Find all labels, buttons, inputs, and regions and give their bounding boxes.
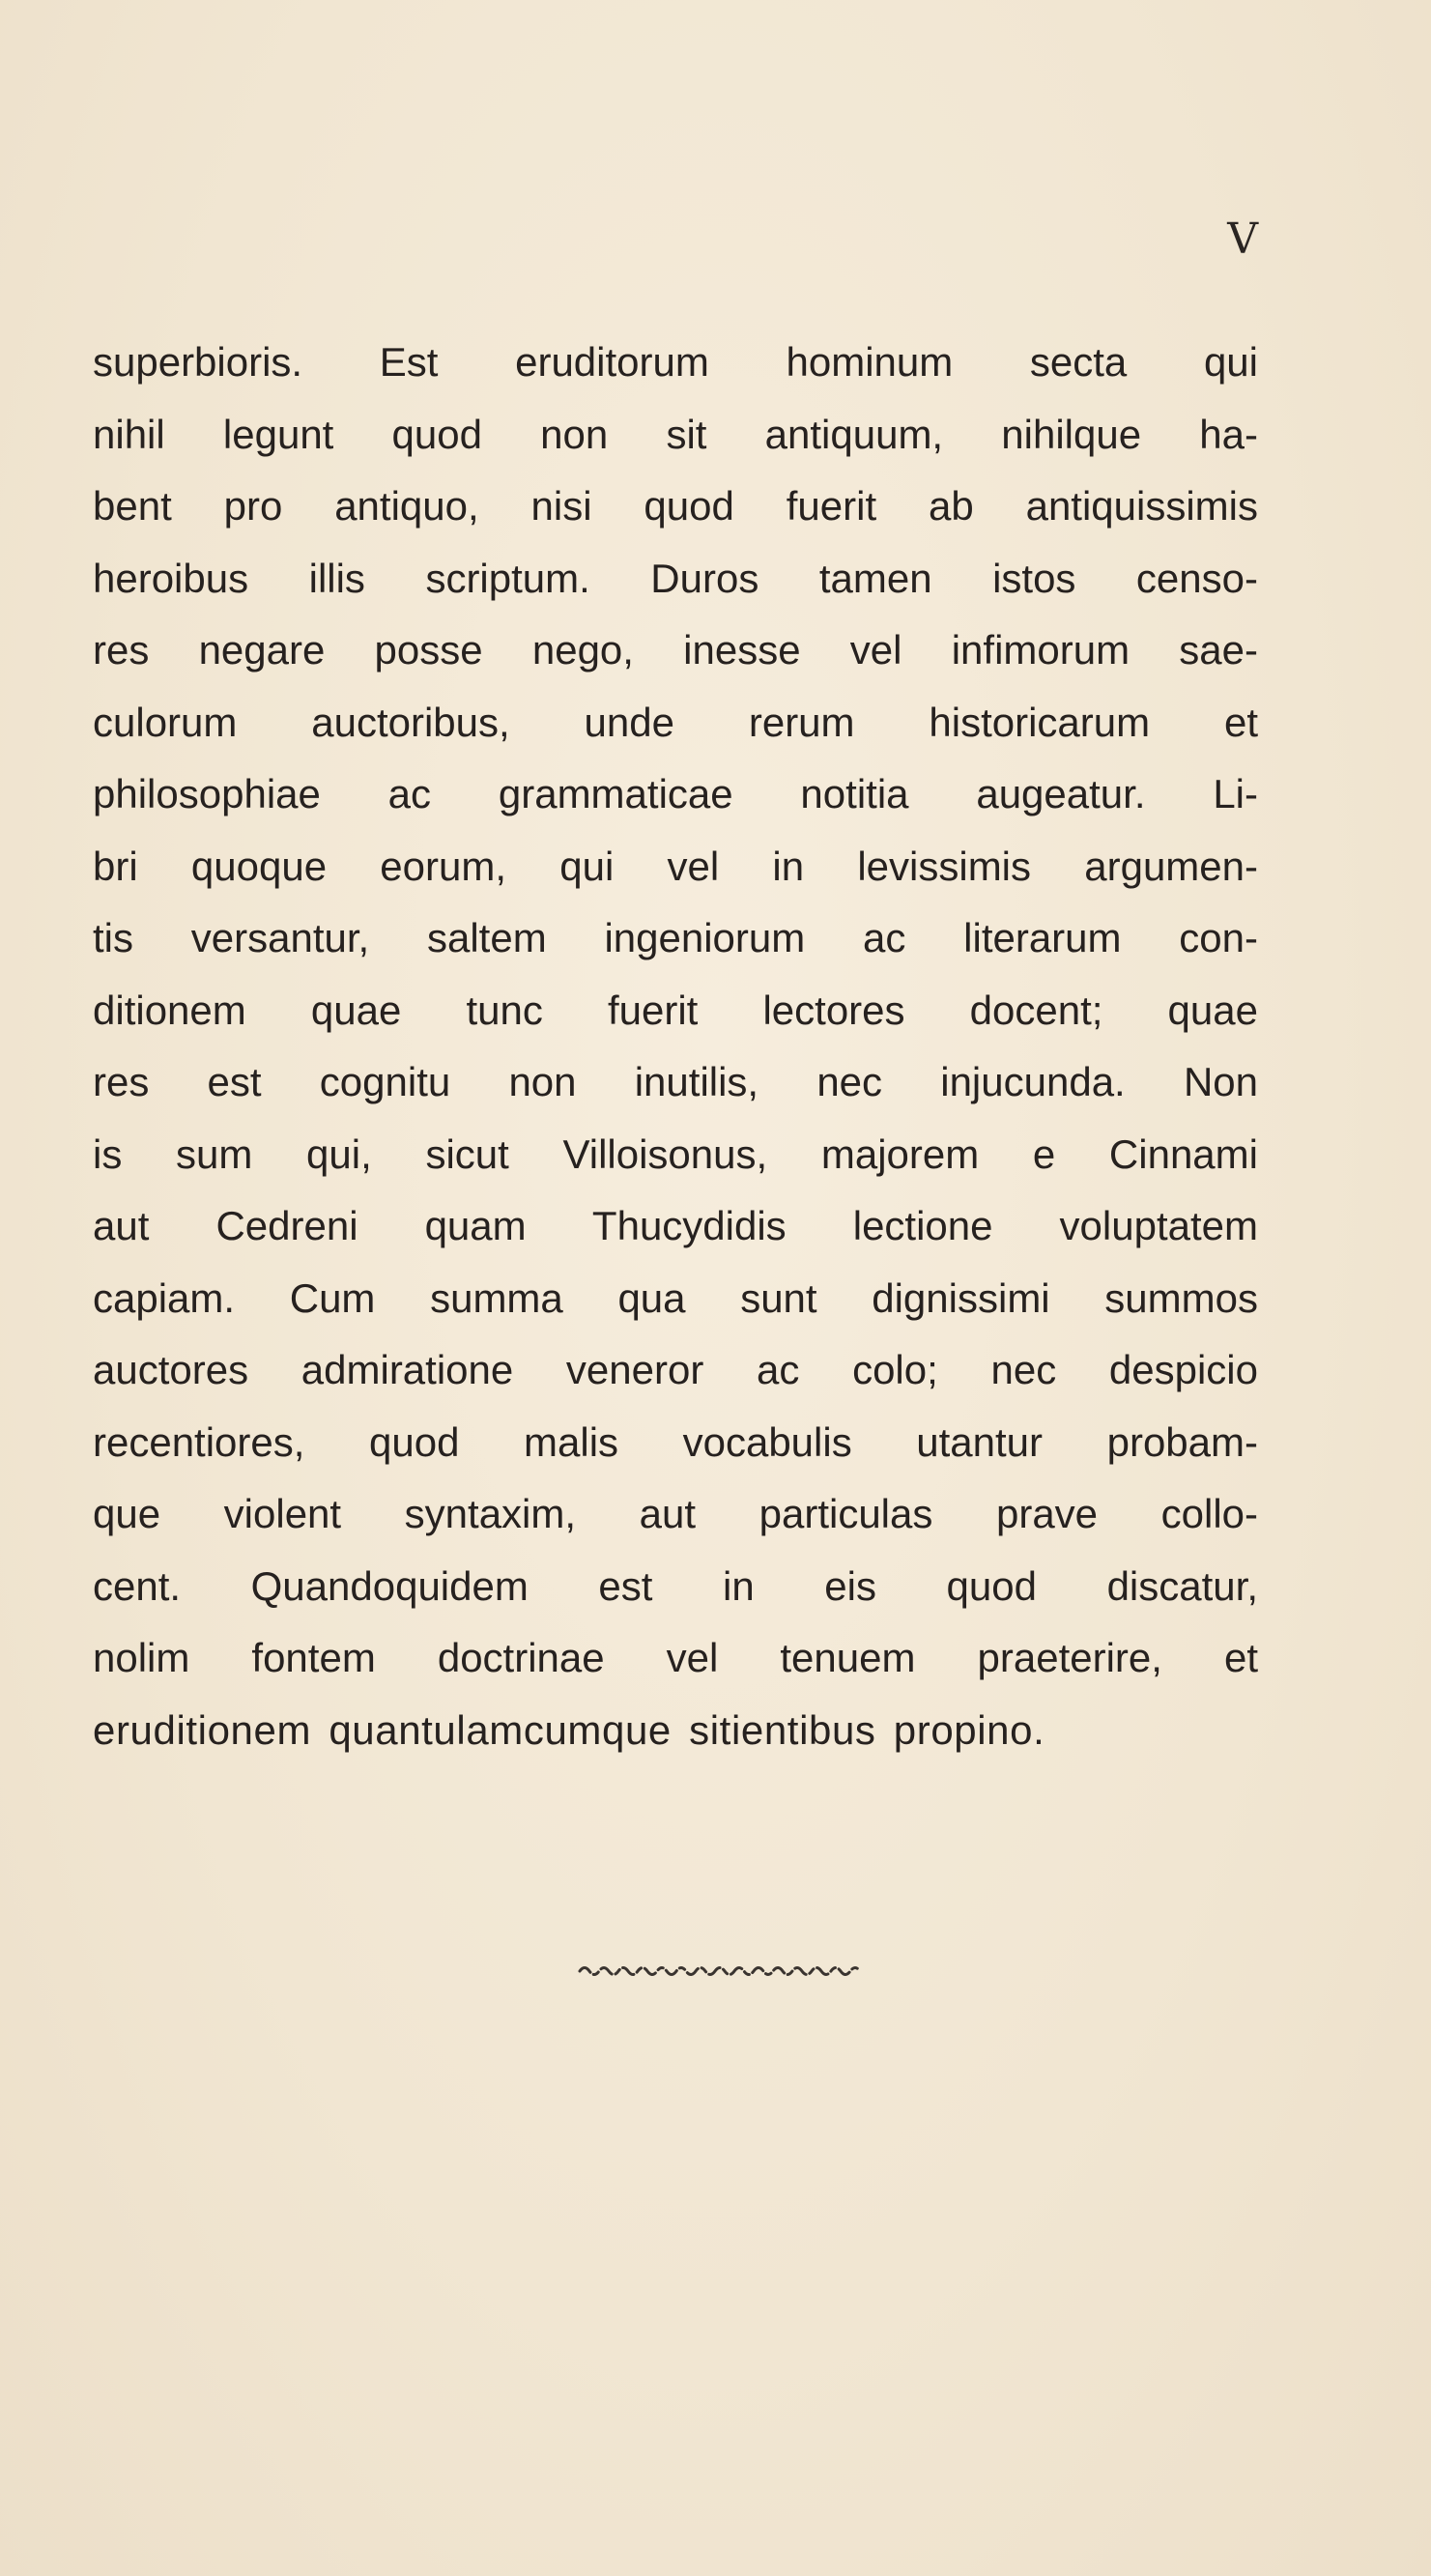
text-line: bent pro antiquo, nisi quod fuerit ab antiquissimis [93,483,1258,529]
text-line: tis versantur, saltem ingeniorum ac literarum con- [93,915,1258,960]
text-line: res est cognitu non inutilis, nec injucunda. Non [93,1059,1258,1104]
text-line: nolim fontem doctrinae vel tenuem praeterire, et [93,1635,1258,1680]
text-line: heroibus illis scriptum. Duros tamen istos censo- [93,555,1258,601]
text-line: recentiores, quod malis vocabulis utantur probam- [93,1418,1258,1465]
page-number: V [1227,215,1259,264]
text-line: superbioris. Est eruditorum hominum secta qui [93,339,1258,385]
text-line: auctores admiratione veneror ac colo; nec despicio [93,1347,1258,1392]
wavy-rule-ornament [576,1960,866,1979]
body-text [93,327,1258,1766]
text-line: eruditionem quantulamcumque sitientibus propino. [93,1706,1045,1753]
text-line: bri quoque eorum, qui vel in levissimis argumen- [93,843,1258,889]
text-line: res negare posse nego, inesse vel infimorum sae- [93,627,1258,673]
text-line: cent. Quandoquidem est in eis quod discatur, [93,1562,1258,1609]
text-line: culorum auctoribus, unde rerum historicarum et [93,699,1258,745]
text-line: que violent syntaxim, aut particulas prave collo- [93,1491,1258,1536]
text-line: capiam. Cum summa qua sunt dignissimi summos [93,1274,1258,1321]
text-line: aut Cedreni quam Thucydidis lectione voluptatem [93,1203,1258,1248]
text-line: is sum qui, sicut Villoisonus, majorem e Cinnami [93,1131,1258,1177]
text-line: ditionem quae tunc fuerit lectores docent; quae [93,987,1258,1033]
text-line: philosophiae ac grammaticae notitia augeatur. Li- [93,771,1258,816]
text-line: nihil legunt quod non sit antiquum, nihilque ha- [93,411,1258,457]
